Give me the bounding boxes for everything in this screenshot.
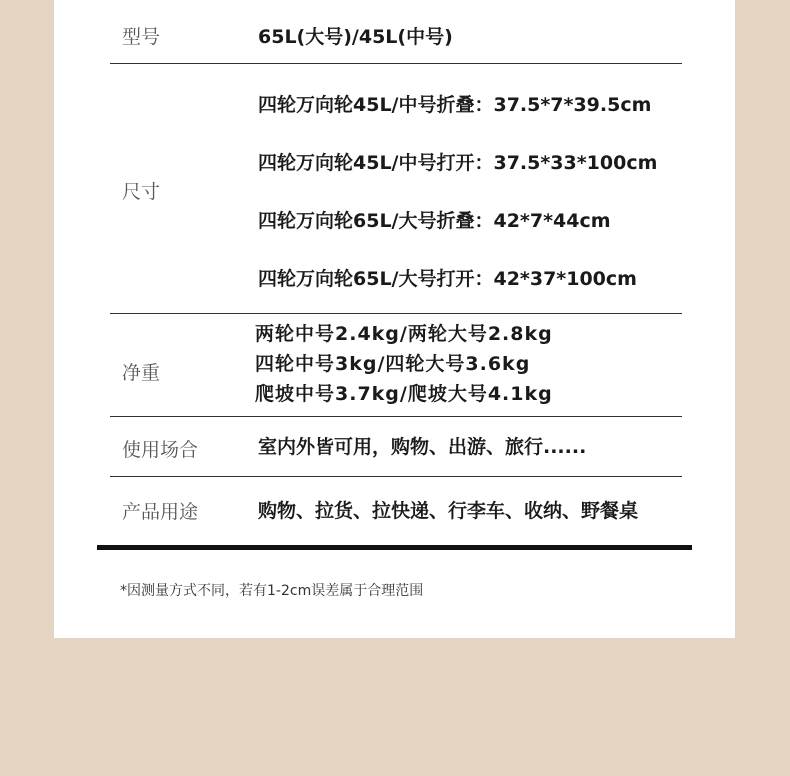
spec-card	[54, 0, 735, 638]
size-line-4: 四轮万向轮65L/大号打开：42*37*100cm	[258, 268, 637, 290]
divider	[110, 313, 682, 314]
spec-value-usage: 购物、拉货、拉快递、行李车、收纳、野餐桌	[258, 500, 639, 522]
weight-line-2: 四轮中号3kg/四轮大号3.6kg	[255, 353, 531, 375]
spec-label-size: 尺寸	[122, 181, 161, 203]
table-bottom-rule	[97, 545, 692, 550]
weight-line-1: 两轮中号2.4kg/两轮大号2.8kg	[255, 323, 553, 345]
footnote: *因测量方式不同，若有1-2cm误差属于合理范围	[120, 583, 424, 599]
spec-label-weight: 净重	[122, 362, 161, 384]
size-line-1: 四轮万向轮45L/中号折叠：37.5*7*39.5cm	[258, 94, 652, 116]
spec-label-model: 型号	[122, 26, 161, 48]
divider	[110, 416, 682, 417]
size-line-3: 四轮万向轮65L/大号折叠：42*7*44cm	[258, 210, 611, 232]
weight-line-3: 爬坡中号3.7kg/爬坡大号4.1kg	[255, 383, 553, 405]
spec-value-occasion: 室内外皆可用，购物、出游、旅行......	[258, 436, 587, 458]
divider	[110, 63, 682, 64]
spec-value-model: 65L(大号)/45L(中号)	[258, 26, 453, 48]
divider	[110, 476, 682, 477]
spec-label-occasion: 使用场合	[122, 439, 199, 461]
spec-label-usage: 产品用途	[122, 501, 199, 523]
size-line-2: 四轮万向轮45L/中号打开：37.5*33*100cm	[258, 152, 658, 174]
